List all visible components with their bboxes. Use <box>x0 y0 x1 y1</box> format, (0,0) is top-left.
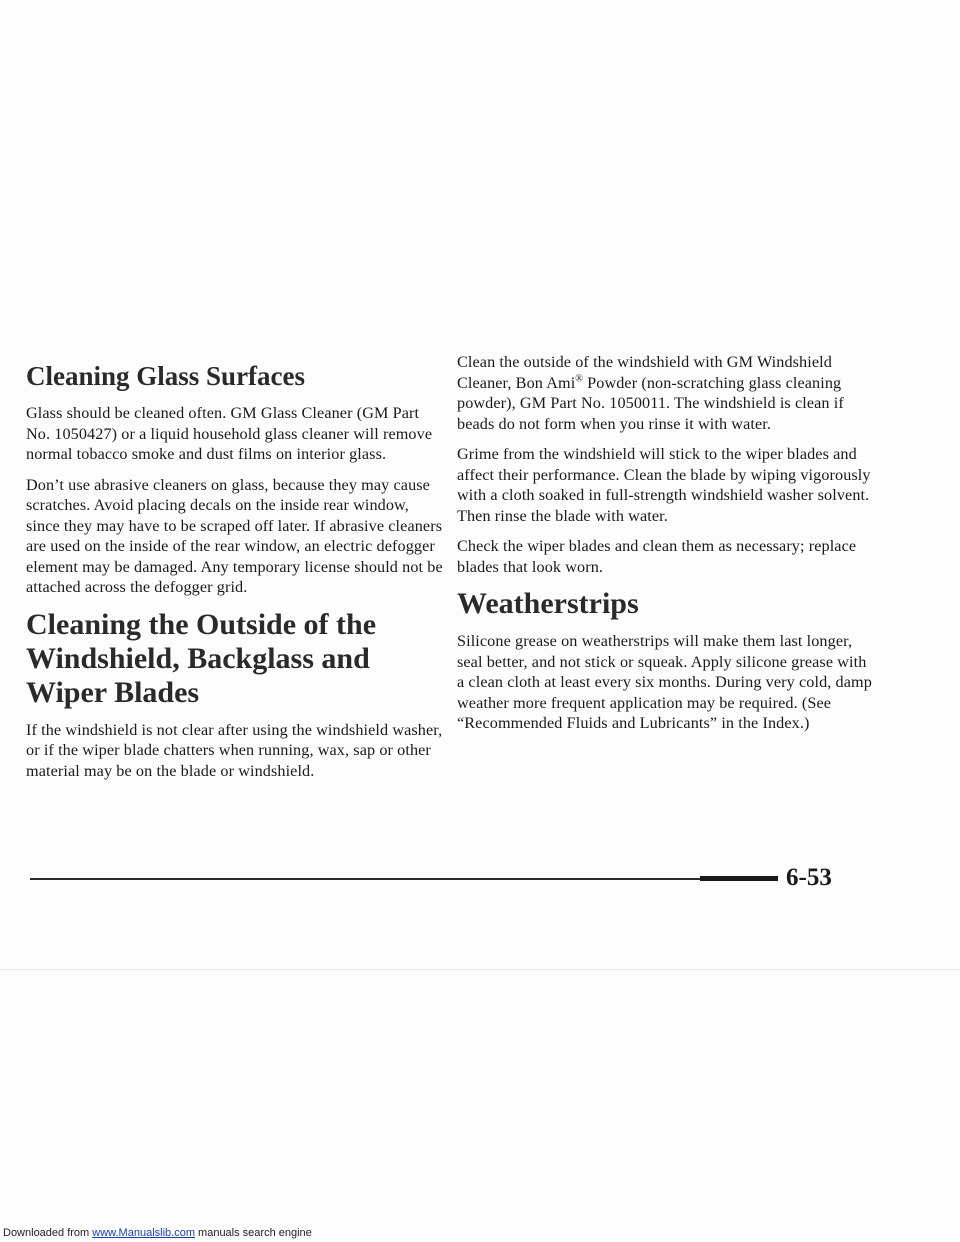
scan-edge-line <box>0 969 960 970</box>
manualslib-link[interactable]: www.Manualslib.com <box>92 1227 195 1239</box>
registered-mark: ® <box>575 373 583 385</box>
footer-suffix: manuals search engine <box>194 1227 312 1239</box>
heading-line-1: Cleaning the Outside of the <box>26 607 377 641</box>
left-column <box>26 360 446 791</box>
heading-cleaning-glass-surfaces: Cleaning Glass Surfaces <box>26 361 306 391</box>
heading-cleaning-outside-windshield <box>26 608 446 710</box>
footer-rule-thick <box>700 876 778 881</box>
right-column <box>457 352 877 744</box>
footer-rule <box>30 878 702 880</box>
footer-prefix: Downloaded from <box>3 1227 93 1239</box>
heading-line-3: Wiper Blades <box>26 675 200 709</box>
paragraph-clean-outside-windshield <box>457 352 877 434</box>
heading-line-2: Windshield, Backglass and <box>26 641 370 675</box>
heading-weatherstrips: Weatherstrips <box>457 587 639 620</box>
paragraph-text-a: Clean the outside of the windshield with GM Windshield Cleaner, Bon Ami <box>457 353 832 392</box>
paragraph-grime: Grime from the windshield will stick to the wiper blades and affect their performance. Clean the blade by wiping vigorously with a cloth soaked in full-strength windshield washer solvent. Then rinse the blade with water. <box>457 445 871 525</box>
paragraph-text-b: Powder (non-scratching glass cleaning powder), GM Part No. 1050011. The windshield is clean if beads do not form when you rinse it with water. <box>457 373 844 433</box>
paragraph-silicone-grease: Silicone grease on weatherstrips will make them last longer, seal better, and not stick or squeak. Apply silicone grease with a clean cloth at least every six months. During very cold, damp weather more frequent application may be required. (See “Recommended Fluids and Lubricants” in the Index.) <box>457 632 872 732</box>
paragraph-check-wiper-blades: Check the wiper blades and clean them as necessary; replace blades that look worn. <box>457 537 857 576</box>
paragraph-abrasive-cleaners: Don’t use abrasive cleaners on glass, because they may cause scratches. Avoid placing decals on the inside rear window, since they may have to be scraped off later. If abrasive cleaners are used on the inside of the rear window, an electric defogger element may be damaged. Any temporary license should not be attached across the defogger grid. <box>26 475 443 596</box>
paragraph-glass-cleaner: Glass should be cleaned often. GM Glass Cleaner (GM Part No. 1050427) or a liquid household glass cleaner will remove normal tobacco smoke and dust films on interior glass. <box>26 404 433 463</box>
page-number: 6-53 <box>786 864 832 891</box>
paragraph-windshield-not-clear: If the windshield is not clear after using the windshield washer, or if the wiper blade chatters when running, wax, sap or other material may be on the blade or windshield. <box>26 720 443 780</box>
download-footer <box>3 1227 312 1239</box>
